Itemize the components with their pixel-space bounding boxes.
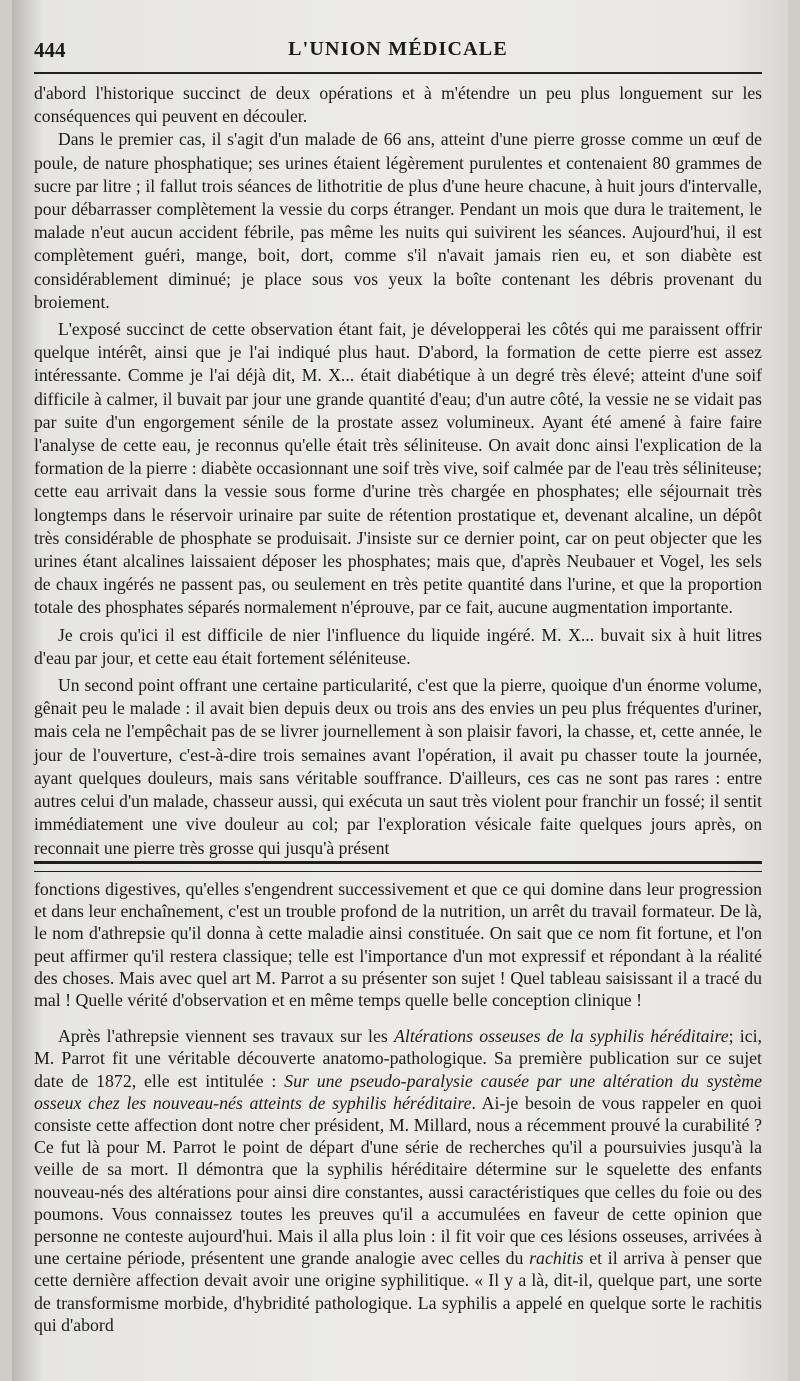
text-run: ; ici, M. Parrot fit une véritable découverte anatomo-pathologique. Sa première publication sur ce sujet date de 1872, elle est intitulée : <box>34 1026 762 1091</box>
italic-title: Altérations osseuses de la syphilis héréditaire <box>394 1026 729 1047</box>
article-paragraph: Je crois qu'ici il est difficile de nier l'influence du liquide ingéré. M. X... buvait six à huit litres d'eau par jour, et cette eau était fortement séléniteuse. <box>34 624 762 668</box>
page-header <box>34 38 762 68</box>
page-number: 444 <box>34 38 66 62</box>
feuilleton-paragraph: fonctions digestives, qu'elles s'engendrent successivement et que ce qui domine dans leur progression et dans leur enchaînement, c'est un trouble profond de la nutrition, un arrêt du travail formateur. De là, le nom d'athrepsie qu'il donna à cette maladie ainsi constituée. On sait que ce nom fit fortune, et l'on peut affirmer qu'il restera classique; telle est l'importance d'un mot expressif et répondant à la réalité des choses. Mais avec quel art M. Parrot a su présenter son sujet ! Quel tableau saisissant il a tracé du mal ! Quelle vérité d'observation et en même temps quelle belle conception clinique ! <box>34 879 762 1011</box>
feuilleton-divider <box>34 861 762 872</box>
article-paragraph: Un second point offrant une certaine particularité, c'est que la pierre, quoique d'un énorme volume, gênait peu le malade : il avait bien depuis deux ou trois ans des envies un peu plus fréquentes d'uriner, mais cela ne l'empêchait pas de se livrer journellement à son plaisir favori, la chasse, et, cette année, le jour de l'ouverture, c'est-à-dire trois semaines avant l'opération, il avait pu chasser toute la journée, ayant quelques douleurs, mais sans véritable souffrance. D'ailleurs, ces cas ne sont pas rares : entre autres celui d'un malade, chasseur aussi, qui exécuta un saut très violent pour franchir un fossé; il sentit immédiatement une vive douleur au col; par l'exploration vésicale faite quelques jours après, on reconnait une pierre très grosse qui jusqu'à présent <box>34 675 762 858</box>
text-run: Après l'athrepsie viennent ses travaux sur les <box>58 1026 395 1047</box>
article-paragraph: L'exposé succinct de cette observation étant fait, je développerai les côtés qui me paraissent offrir quelque intérêt, ainsi que je l'ai indiqué plus haut. D'abord, la formation de cette pierre est assez intéressante. Comme je l'ai déjà dit, M. X... était diabétique à un degré très élevé; atteint d'une soif difficile à calmer, il buvait par jour une grande quantité d'eau; d'un autre côté, la vessie ne se vidait pas par suite d'un engorgement sénile de la prostate assez volumineux. Ayant été amené à faire faire l'analyse de cette eau, je reconnus qu'elle était très séliniteuse. On avait donc ainsi l'explication de la formation de la pierre : diabète occasionnant une soif très vive, soif calmée par de l'eau très séliniteuse; cette eau arrivait dans la vessie sous forme d'urine très chargée en phosphates; elle séjournait très longtemps dans le réservoir urinaire par suite de rétention prostatique et, devenant alcaline, un dépôt très considérable de phosphate se produisait. J'insiste sur ce dernier point, car on peut objecter que les urines étant alcalines laissaient déposer les phosphates; mais que, d'après Neubauer et Vogel, les sels de chaux ingérés ne passent pas, ou seulement en très petite quantité dans l'urine, et que la proportion totale des phosphates séparés normalement n'éprouve, par ce fait, aucune augmentation importante. <box>34 319 762 618</box>
feuilleton-section <box>34 878 762 1336</box>
article-paragraph: d'abord l'historique succinct de deux opérations et à m'étendre un peu plus longuement sur les conséquences qui peuvent en découler. <box>34 83 762 127</box>
article-paragraph: Dans le premier cas, il s'agit d'un malade de 66 ans, atteint d'une pierre grosse comme un œuf de poule, de nature phosphatique; ses urines étaient légèrement purulentes et contenaient 80 grammes de sucre par litre ; il fallut trois séances de lithotritie de plus d'une heure chacune, à huit jours d'intervalle, pour débarrasser complètement la vessie du corps étranger. Pendant un mois que dura le traitement, le malade n'eut aucun accident fébrile, pas même les nuits qui suivirent les séances. Aujourd'hui, il est complètement guéri, mange, boit, dort, comme s'il n'avait jamais rien eu, et son diabète est considérablement diminué; je place sous vos yeux la boîte contenant les débris provenant du broiement. <box>34 129 762 312</box>
header-rule <box>34 72 762 74</box>
italic-term: rachitis <box>529 1248 584 1269</box>
running-title: L'UNION MÉDICALE <box>288 38 508 60</box>
journal-page <box>12 0 788 1381</box>
italic-title: Sur une pseudo-paralysie causée par une altération du système osseux chez les nouveau-nés atteints de syphilis héréditaire <box>34 1070 762 1113</box>
main-article <box>34 82 762 860</box>
text-run: et il arriva à penser que cette dernière affection devait avoir une origine syphilitique. « Il y a là, dit-il, quelque part, une sorte de transformisme morbide, d'hybridité pathologique. La syphilis a appelé en quelque sorte le rachitis qui d'abord <box>34 1248 762 1335</box>
text-run: . Ai-je besoin de vous rappeler en quoi consiste cette affection dont notre cher président, M. Millard, nous a récemment prouvé la curabilité ? Ce fut là pour M. Parrot le point de départ d'une série de recherches qu'il a poursuivies jusqu'à la veille de sa mort. Il démontra que la syphilis héréditaire détermine sur le squelette des enfants nouveau-nés des altérations pour ainsi dire constantes, aussi caractéristiques que celles du foie ou des poumons. Vous connaissez toutes les preuves qu'il a accumulées en faveur de cette opinion que personne ne conteste aujourd'hui. Mais il alla plus loin : il fit voir que ces lésions osseuses, arrivées à une certaine période, présentent une grande analogie avec celles du <box>34 1092 762 1269</box>
feuilleton-paragraph <box>34 1025 762 1336</box>
